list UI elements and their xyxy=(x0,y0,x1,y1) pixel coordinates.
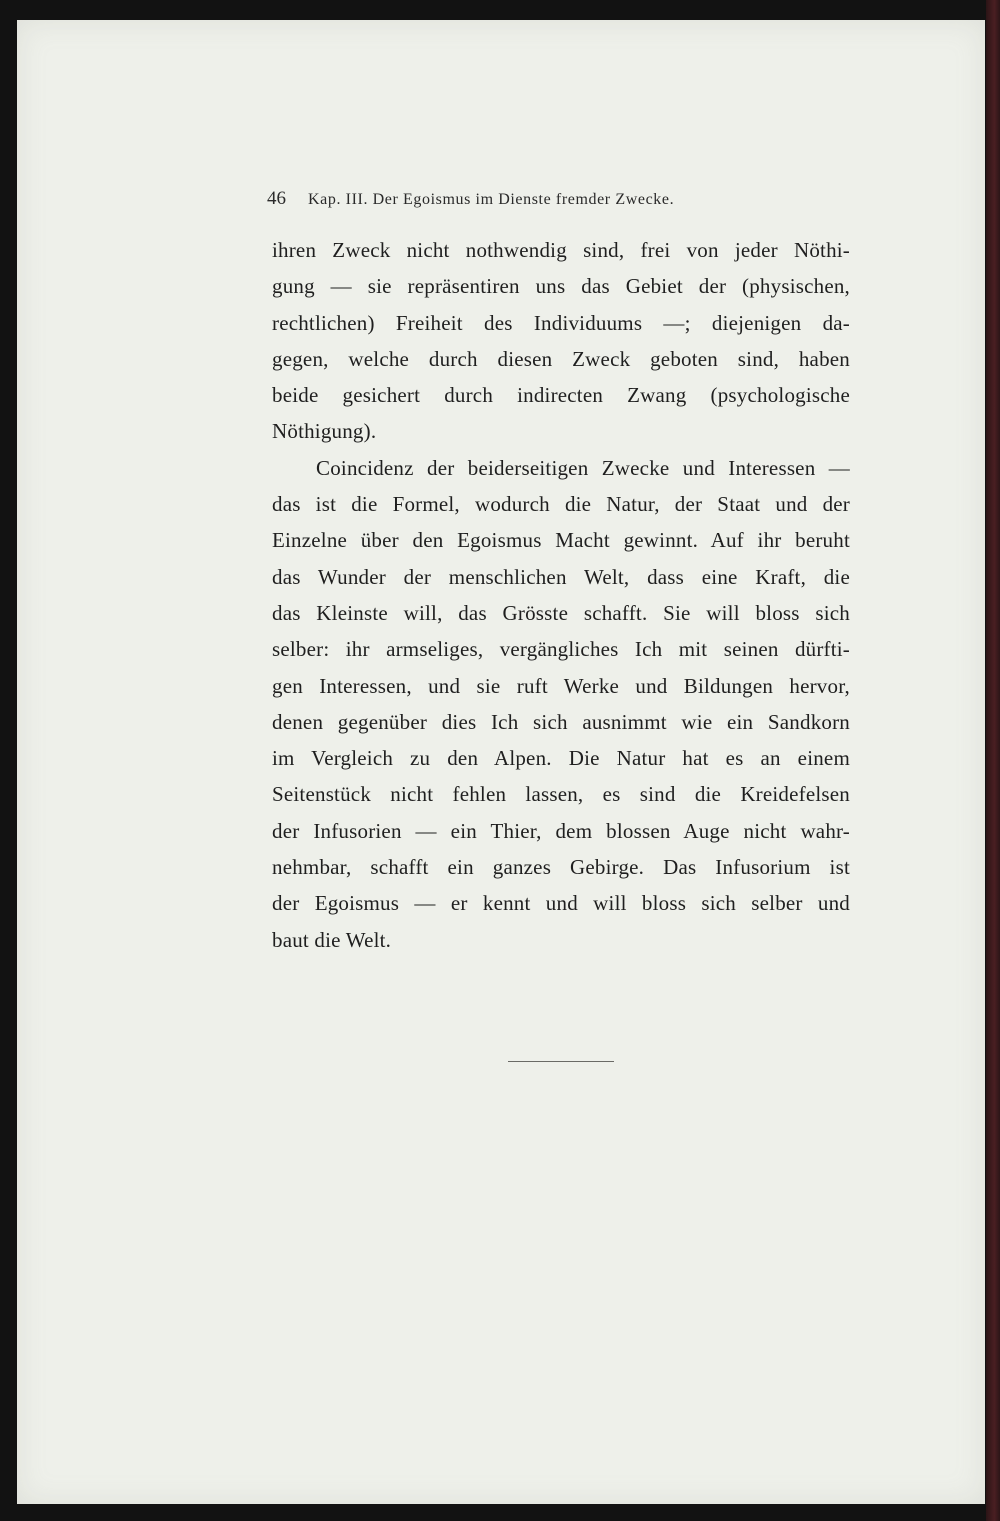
text-line: das Wunder der menschlichen Welt, dass eine Kraft, die xyxy=(272,564,850,589)
text-line: der Infusorien — ein Thier, dem blossen Auge nicht wahr- xyxy=(272,818,850,843)
text-line: gung — sie repräsentiren uns das Gebiet der (physischen, xyxy=(272,274,850,299)
text-line: baut die Welt. xyxy=(272,927,392,952)
paragraph-2 xyxy=(272,450,850,958)
text-line: denen gegenüber dies Ich sich ausnimmt wie ein Sandkorn xyxy=(272,709,850,734)
text-line: rechtlichen) Freiheit des Individuums —; diejenigen da- xyxy=(272,310,850,335)
paragraph-1 xyxy=(272,232,850,450)
running-head xyxy=(267,188,807,216)
text-line: gegen, welche durch diesen Zweck geboten sind, haben xyxy=(272,346,850,371)
text-line: Nöthigung). xyxy=(272,419,377,444)
body-text xyxy=(272,232,850,958)
text-line: ihren Zweck nicht nothwendig sind, frei von jeder Nöthi- xyxy=(272,238,850,262)
text-line: das Kleinste will, das Grösste schafft. Sie will bloss sich xyxy=(272,600,850,625)
text-line: der Egoismus — er kennt und will bloss sich selber und xyxy=(272,891,850,916)
text-line: das ist die Formel, wodurch die Natur, der Staat und der xyxy=(272,492,850,517)
text-line: im Vergleich zu den Alpen. Die Natur hat es an einem xyxy=(272,746,850,771)
text-line: Coincidenz der beiderseitigen Zwecke und Interessen — xyxy=(316,455,850,480)
book-page xyxy=(17,20,985,1504)
text-line: selber: ihr armseliges, vergängliches Ich mit seinen dürfti- xyxy=(272,637,850,662)
text-line: beide gesichert durch indirecten Zwang (psychologische xyxy=(272,383,850,408)
running-title: Kap. III. Der Egoismus im Dienste fremder Zwecke. xyxy=(308,191,675,208)
book-binding-edge xyxy=(986,0,1000,1521)
text-line: gen Interessen, und sie ruft Werke und Bildungen hervor, xyxy=(272,673,850,698)
text-line: Seitenstück nicht fehlen lassen, es sind die Kreidefelsen xyxy=(272,782,850,807)
page-number: 46 xyxy=(267,188,286,209)
text-line: nehmbar, schafft ein ganzes Gebirge. Das Infusorium ist xyxy=(272,855,850,880)
section-end-rule xyxy=(508,1061,614,1062)
text-line: Einzelne über den Egoismus Macht gewinnt. Auf ihr beruht xyxy=(272,528,850,553)
